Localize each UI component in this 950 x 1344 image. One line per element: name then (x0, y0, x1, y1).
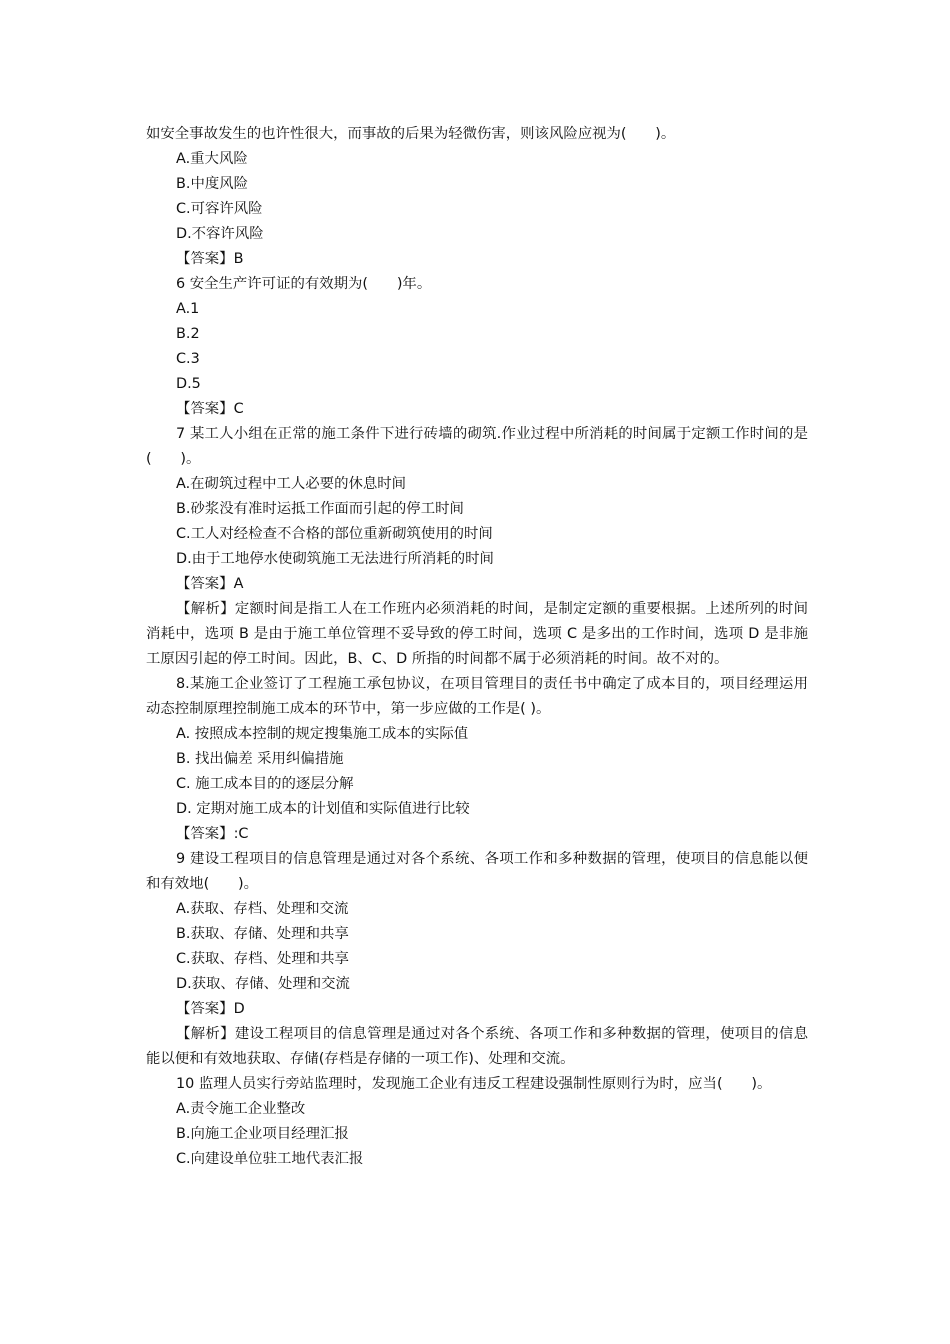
q7-option-d: D.由于工地停水使砌筑施工无法进行所消耗的时间 (176, 551, 494, 567)
q6-option-d: D.5 (176, 376, 201, 392)
q5-answer: 【答案】B (176, 251, 244, 267)
q8-answer: 【答案】:C (176, 826, 249, 842)
q9-answer: 【答案】D (176, 1001, 245, 1017)
q6-option-b: B.2 (176, 326, 200, 342)
q7-option-a: A.在砌筑过程中工人必要的休息时间 (176, 476, 407, 492)
q9-option-d: D.获取、存储、处理和交流 (176, 976, 350, 992)
question-8-stem: 8.某施工企业签订了工程施工承包协议，在项目管理目的责任书中确定了成本目的，项目经理运用动态控制原理控制施工成本的环节中，第一步应做的工作是( )。 (146, 676, 808, 717)
q10-option-b: B.向施工企业项目经理汇报 (176, 1126, 349, 1142)
q10-option-c: C.向建设单位驻工地代表汇报 (176, 1151, 364, 1167)
question-6-stem: 6 安全生产许可证的有效期为( )年。 (176, 276, 432, 292)
q8-option-c: C. 施工成本目的的逐层分解 (176, 776, 354, 792)
q5-option-d: D.不容许风险 (176, 226, 264, 242)
q5-option-b: B.中度风险 (176, 176, 249, 192)
q8-option-b: B. 找出偏差 采用纠偏措施 (176, 751, 344, 767)
q5-option-c: C.可容许风险 (176, 201, 263, 217)
q9-option-b: B.获取、存储、处理和共享 (176, 926, 349, 942)
q10-option-a: A.责令施工企业整改 (176, 1101, 306, 1117)
q9-option-a: A.获取、存档、处理和交流 (176, 901, 349, 917)
q9-option-c: C.获取、存档、处理和共享 (176, 951, 349, 967)
q7-option-c: C.工人对经检查不合格的部位重新砌筑使用的时间 (176, 526, 493, 542)
question-10-stem: 10 监理人员实行旁站监理时，发现施工企业有违反工程建设强制性原则行为时，应当( )。 (176, 1076, 772, 1092)
question-7-stem: 7 某工人小组在正常的施工条件下进行砖墙的砌筑.作业过程中所消耗的时间属于定额工作时间的是( )。 (146, 426, 808, 467)
q5-option-a: A.重大风险 (176, 151, 248, 167)
question-5-stem-continued: 如安全事故发生的也许性很大，而事故的后果为轻微伤害，则该风险应视为( )。 (146, 126, 676, 142)
document-page (146, 122, 808, 1172)
q7-explanation: 【解析】定额时间是指工人在工作班内必须消耗的时间，是制定定额的重要根据。上述所列的时间消耗中，选项 B 是由于施工单位管理不妥导致的停工时间，选项 C 是多出的工作时间，选项 D 是非施工原因引起的停工时间。因此，B、C、D 所指的时间都不属于必须消耗的时间。故不对的。 (146, 601, 808, 667)
q8-option-d: D. 定期对施工成本的计划值和实际值进行比较 (176, 801, 470, 817)
q6-option-a: A.1 (176, 301, 200, 317)
q7-answer: 【答案】A (176, 576, 244, 592)
q8-option-a: A. 按照成本控制的规定搜集施工成本的实际值 (176, 726, 469, 742)
question-9-stem: 9 建设工程项目的信息管理是通过对各个系统、各项工作和多种数据的管理，使项目的信息能以便和有效地( )。 (146, 851, 808, 892)
q6-option-c: C.3 (176, 351, 200, 367)
q9-explanation: 【解析】建设工程项目的信息管理是通过对各个系统、各项工作和多种数据的管理，使项目的信息能以便和有效地获取、存储(存档是存储的一项工作)、处理和交流。 (146, 1026, 808, 1067)
q7-option-b: B.砂浆没有准时运抵工作面而引起的停工时间 (176, 501, 464, 517)
q6-answer: 【答案】C (176, 401, 244, 417)
